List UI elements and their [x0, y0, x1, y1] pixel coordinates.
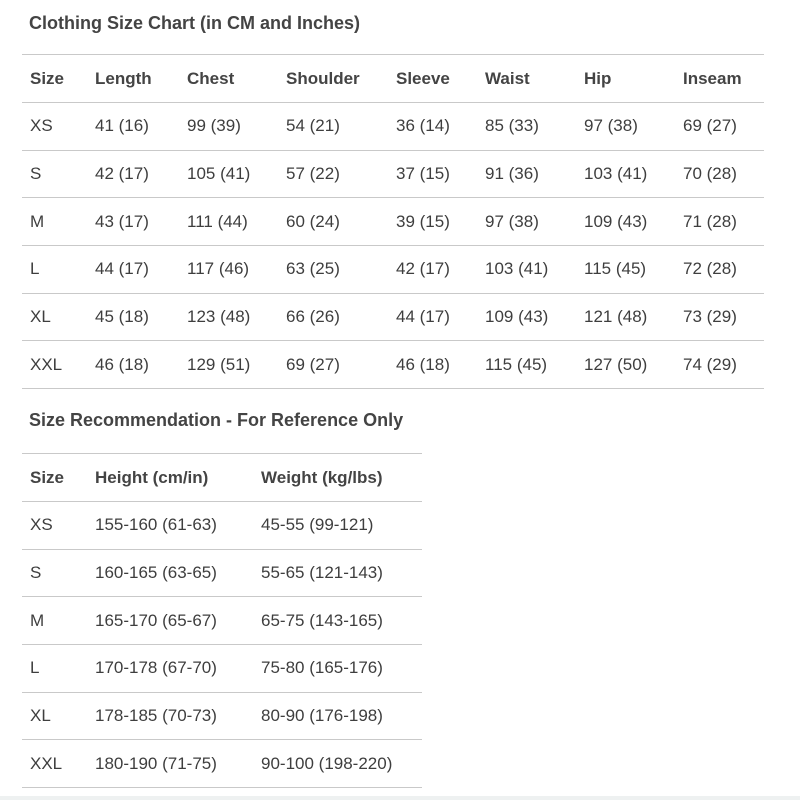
size-chart-title: Clothing Size Chart (in CM and Inches)	[29, 13, 361, 33]
table-cell: 115 (45)	[584, 259, 647, 279]
column-header-size: Size	[30, 68, 65, 88]
table-cell: 103 (41)	[485, 259, 549, 279]
table-cell: 155-160 (61-63)	[95, 515, 217, 535]
table-row	[22, 645, 422, 693]
table-cell: 129 (51)	[187, 354, 251, 374]
table-row	[22, 246, 764, 294]
table-header-row	[22, 55, 764, 103]
table-cell: 73 (29)	[683, 307, 737, 327]
table-cell: 41 (16)	[95, 116, 149, 136]
table-cell: 42 (17)	[396, 259, 450, 279]
column-header-chest: Chest	[187, 68, 235, 88]
table-cell: 160-165 (63-65)	[95, 563, 217, 583]
table-cell: 121 (48)	[584, 307, 648, 327]
table-cell: 54 (21)	[286, 116, 340, 136]
table-cell: 90-100 (198-220)	[261, 753, 393, 773]
table-cell: 123 (48)	[187, 307, 251, 327]
column-header-inseam: Inseam	[683, 68, 742, 88]
column-header-waist: Waist	[485, 68, 530, 88]
size-recommendation-table	[22, 453, 422, 788]
table-cell: 180-190 (71-75)	[95, 753, 217, 773]
column-header-weight: Weight (kg/lbs)	[261, 467, 383, 487]
table-row	[22, 692, 422, 740]
table-row	[22, 740, 422, 788]
table-cell: 105 (41)	[187, 164, 251, 184]
table-row	[22, 198, 764, 246]
size-chart-table	[22, 54, 764, 389]
table-cell: 127 (50)	[584, 354, 648, 374]
table-cell: 115 (45)	[485, 354, 548, 374]
table-cell: 46 (18)	[396, 354, 450, 374]
table-cell: 85 (33)	[485, 116, 539, 136]
table-cell: 37 (15)	[396, 164, 450, 184]
table-cell: 70 (28)	[683, 164, 737, 184]
table-cell: 45-55 (99-121)	[261, 515, 374, 535]
table-cell: M	[30, 610, 45, 630]
table-cell: 165-170 (65-67)	[95, 610, 217, 630]
table-cell: 91 (36)	[485, 164, 539, 184]
size-recommendation-title: Size Recommendation - For Reference Only	[29, 410, 404, 430]
table-cell: S	[30, 164, 42, 184]
table-row	[22, 549, 422, 597]
table-cell: 46 (18)	[95, 354, 149, 374]
column-header-sleeve: Sleeve	[396, 68, 450, 88]
table-row	[22, 150, 764, 198]
table-cell: 55-65 (121-143)	[261, 563, 383, 583]
table-cell: XS	[30, 116, 53, 136]
table-cell: 66 (26)	[286, 307, 340, 327]
table-row	[22, 502, 422, 550]
table-cell: L	[30, 658, 40, 678]
table-cell: 69 (27)	[683, 116, 737, 136]
table-row	[22, 597, 422, 645]
table-cell: 74 (29)	[683, 354, 737, 374]
table-cell: 117 (46)	[187, 259, 250, 279]
table-cell: 97 (38)	[584, 116, 638, 136]
column-header-shoulder: Shoulder	[286, 68, 360, 88]
table-cell: 99 (39)	[187, 116, 241, 136]
table-cell: S	[30, 563, 42, 583]
table-cell: 60 (24)	[286, 211, 340, 231]
table-cell: L	[30, 259, 40, 279]
table-cell: 97 (38)	[485, 211, 539, 231]
column-header-hip: Hip	[584, 68, 612, 88]
table-cell: 42 (17)	[95, 164, 149, 184]
table-cell: 80-90 (176-198)	[261, 706, 383, 726]
table-cell: 69 (27)	[286, 354, 340, 374]
table-cell: XL	[30, 706, 51, 726]
table-cell: 72 (28)	[683, 259, 737, 279]
table-cell: 103 (41)	[584, 164, 648, 184]
table-cell: M	[30, 211, 45, 231]
table-cell: XS	[30, 515, 53, 535]
column-header-length: Length	[95, 68, 152, 88]
table-cell: 109 (43)	[485, 307, 549, 327]
table-cell: XXL	[30, 753, 63, 773]
table-cell: 75-80 (165-176)	[261, 658, 383, 678]
table-cell: 71 (28)	[683, 211, 737, 231]
table-cell: 178-185 (70-73)	[95, 706, 217, 726]
table-row	[22, 341, 764, 389]
table-header-row	[22, 454, 422, 502]
table-cell: 109 (43)	[584, 211, 648, 231]
table-cell: 39 (15)	[396, 211, 450, 231]
table-cell: 44 (17)	[95, 259, 149, 279]
table-cell: 45 (18)	[95, 307, 149, 327]
table-cell: XL	[30, 307, 51, 327]
table-cell: 170-178 (67-70)	[95, 658, 217, 678]
column-header-size: Size	[30, 467, 65, 487]
table-cell: 63 (25)	[286, 259, 340, 279]
table-row	[22, 103, 764, 151]
table-cell: 43 (17)	[95, 211, 149, 231]
table-cell: 111 (44)	[187, 211, 248, 231]
table-cell: XXL	[30, 354, 63, 374]
table-cell: 57 (22)	[286, 164, 340, 184]
bottom-edge-strip	[0, 796, 800, 800]
table-cell: 36 (14)	[396, 116, 450, 136]
table-cell: 65-75 (143-165)	[261, 610, 383, 630]
column-header-height: Height (cm/in)	[95, 467, 209, 487]
table-cell: 44 (17)	[396, 307, 450, 327]
table-row	[22, 293, 764, 341]
